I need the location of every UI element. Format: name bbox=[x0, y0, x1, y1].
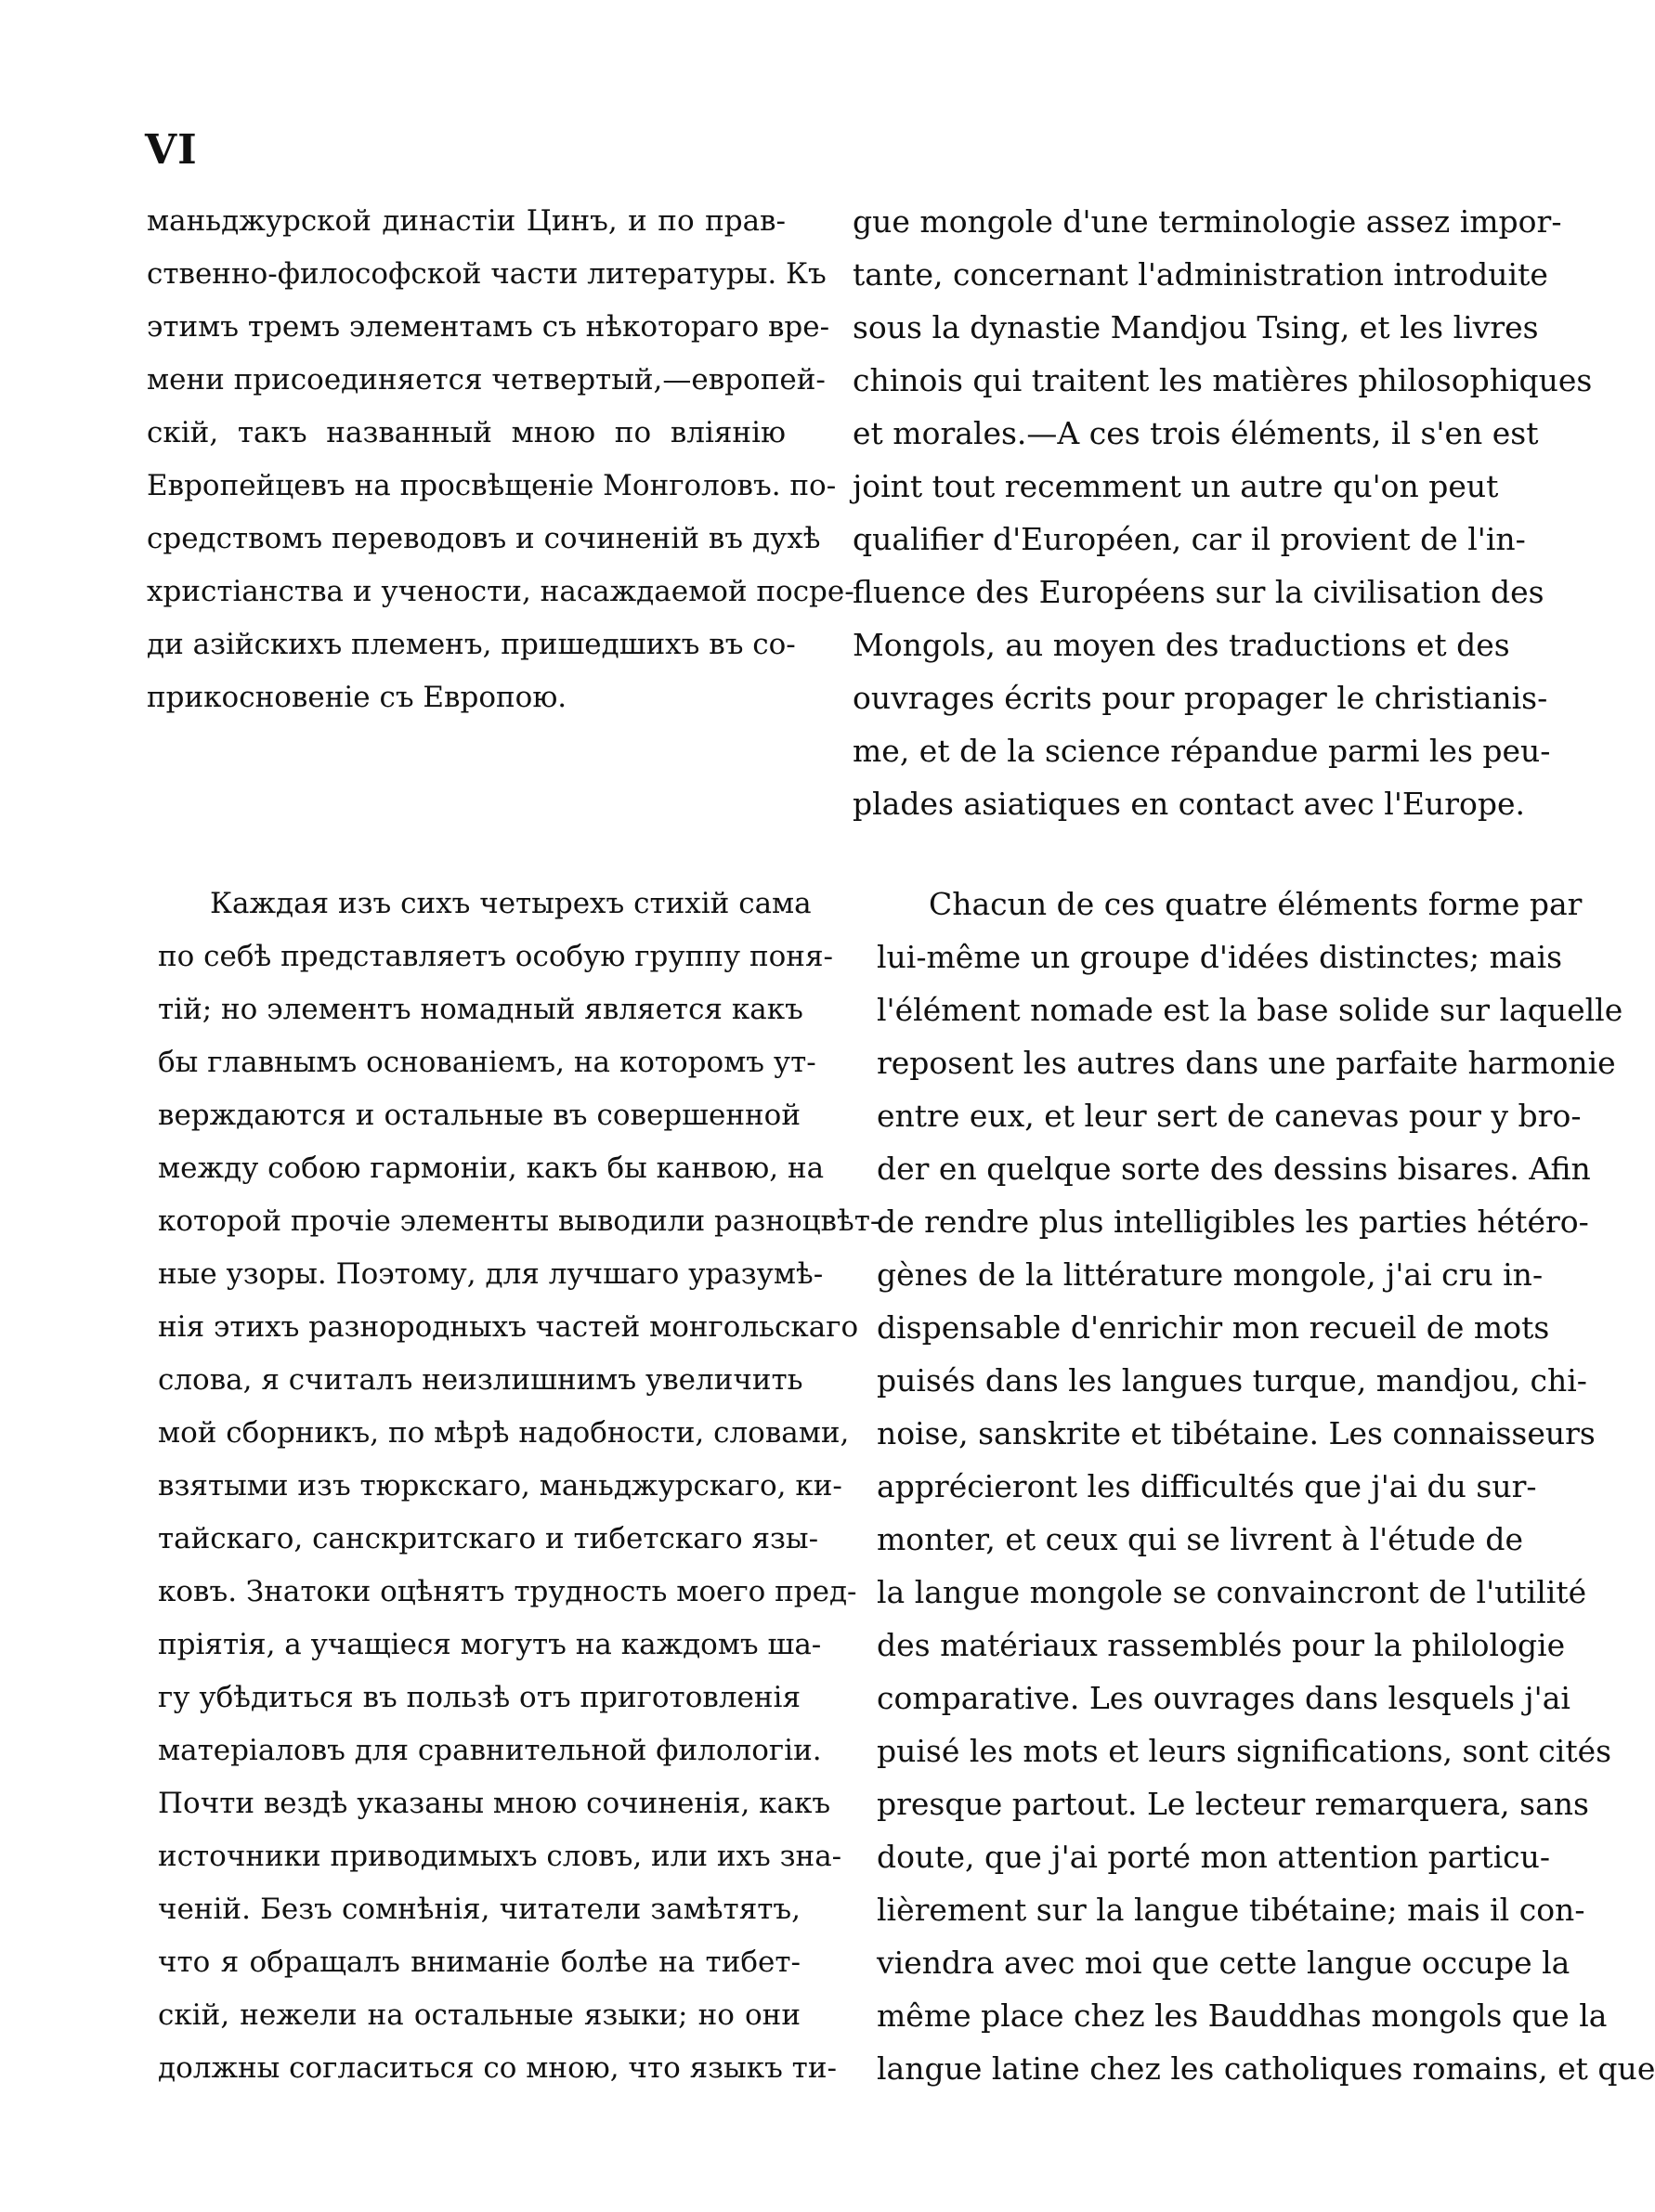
text-line: тій; но элементъ номадный является какъ bbox=[158, 993, 803, 1026]
text-line: lièrement sur la langue tibétaine; mais il con- bbox=[877, 1892, 1585, 1928]
text-line: de rendre plus intelligibles les parties hétéro- bbox=[877, 1204, 1589, 1240]
page-number: VI bbox=[145, 126, 198, 174]
text-line: puisé les mots et leurs significations, sont cités bbox=[877, 1733, 1612, 1769]
text-line: верждаются и остальные въ совершенной bbox=[158, 1099, 801, 1132]
text-line: которой прочіе элементы выводили разноцвѣт- bbox=[158, 1204, 880, 1238]
text-line: lui-même un groupe d'idées distinctes; mais bbox=[877, 939, 1563, 975]
text-line: langue latine chez les catholiques romains, et que bbox=[877, 2050, 1655, 2087]
text-line: пріятія, а учащіеся могутъ на каждомъ ша- bbox=[158, 1628, 822, 1661]
text-line: Почти вездѣ указаны мною сочиненія, какъ bbox=[158, 1787, 831, 1820]
text-line: Mongols, au moyen des traductions et des bbox=[853, 627, 1510, 663]
text-line: qualifier d'Européen, car il provient de l'in- bbox=[853, 521, 1526, 557]
text-line: ouvrages écrits pour propager le christianis- bbox=[853, 680, 1548, 716]
text-line: et morales.—A ces trois éléments, il s'en est bbox=[853, 415, 1539, 451]
text-line: что я обращалъ вниманіе болѣе на тибет- bbox=[158, 1945, 801, 1979]
text-line: Chacun de ces quatre éléments forme par bbox=[929, 886, 1583, 922]
text-line: apprécieront les difficultés que j'ai du sur- bbox=[877, 1468, 1537, 1504]
text-line: puisés dans les langues turque, mandjou, chi- bbox=[877, 1362, 1587, 1399]
text-line: reposent les autres dans une parfaite harmonie bbox=[877, 1045, 1616, 1081]
russian-top-paragraph bbox=[147, 195, 854, 724]
text-line: dispensable d'enrichir mon recueil de mots bbox=[877, 1309, 1550, 1346]
text-line: me, et de la science répandue parmi les peu- bbox=[853, 733, 1551, 769]
text-line: мени присоединяется четвертый,—европей- bbox=[147, 363, 826, 397]
text-line: presque partout. Le lecteur remarquera, sans bbox=[877, 1786, 1589, 1822]
text-line: des matériaux rassemblés pour la philologie bbox=[877, 1627, 1566, 1663]
text-line: gènes de la littérature mongole, j'ai cru in- bbox=[877, 1256, 1544, 1293]
text-line: plades asiatiques en contact avec l'Europe. bbox=[853, 786, 1526, 822]
text-line: comparative. Les ouvrages dans lesquels j'ai bbox=[877, 1680, 1570, 1716]
text-line: этимъ тремъ элементамъ съ нѣкотораго вре- bbox=[147, 310, 830, 344]
text-line: fluence des Européens sur la civilisation des bbox=[853, 574, 1544, 610]
text-line: tante, concernant l'administration introduite bbox=[853, 256, 1548, 293]
text-line: по себѣ представляетъ особую группу поня- bbox=[158, 940, 834, 973]
russian-bottom-paragraph bbox=[158, 878, 880, 2095]
text-line: бы главнымъ основаніемъ, на которомъ ут- bbox=[158, 1046, 816, 1079]
text-line: слова, я считалъ неизлишнимъ увеличить bbox=[158, 1363, 803, 1397]
text-line: ственно-философской части литературы. Къ bbox=[147, 257, 827, 291]
text-line: der en quelque sorte des dessins bisares. Afin bbox=[877, 1151, 1591, 1187]
text-line: même place chez les Bauddhas mongols que la bbox=[877, 1997, 1608, 2034]
text-line: viendra avec moi que cette langue occupe la bbox=[877, 1945, 1570, 1981]
text-line: источники приводимыхъ словъ, или ихъ зна- bbox=[158, 1840, 842, 1873]
text-line: должны согласиться со мною, что языкъ ти- bbox=[158, 2051, 837, 2085]
text-line: христіанства и учености, насаждаемой посре- bbox=[147, 575, 854, 608]
text-line: скій, такъ названный мною по вліянію bbox=[147, 416, 786, 449]
text-line: Каждая изъ сихъ четырехъ стихій сама bbox=[210, 887, 812, 920]
text-line: gue mongole d'une terminologie assez impor- bbox=[853, 203, 1562, 240]
text-line: матеріаловъ для сравнительной филологіи. bbox=[158, 1734, 822, 1767]
text-line: мой сборникъ, по мѣрѣ надобности, словами, bbox=[158, 1416, 850, 1450]
text-line: l'élément nomade est la base solide sur laquelle bbox=[877, 992, 1623, 1028]
text-line: средствомъ переводовъ и сочиненій въ духѣ bbox=[147, 522, 821, 555]
text-line: ковъ. Знатоки оцѣнятъ трудность моего пред- bbox=[158, 1575, 857, 1608]
text-line: гу убѣдиться въ пользѣ отъ приготовленія bbox=[158, 1681, 801, 1714]
text-line: между собою гармоніи, какъ бы канвою, на bbox=[158, 1152, 825, 1185]
text-line: ные узоры. Поэтому, для лучшаго уразумѣ- bbox=[158, 1257, 824, 1291]
text-line: нія этихъ разнородныхъ частей монгольскаго bbox=[158, 1310, 859, 1344]
text-line: тайскаго, санскритскаго и тибетскаго язы- bbox=[158, 1522, 819, 1555]
text-line: sous la dynastie Mandjou Tsing, et les livres bbox=[853, 309, 1539, 345]
text-line: monter, et ceux qui se livrent à l'étude de bbox=[877, 1521, 1524, 1557]
text-line: joint tout recemment un autre qu'on peut bbox=[853, 468, 1499, 504]
text-line: взятыми изъ тюркскаго, маньджурскаго, ки- bbox=[158, 1469, 842, 1503]
text-line: chinois qui traitent les matières philosophiques bbox=[853, 362, 1593, 398]
french-top-paragraph bbox=[853, 195, 1593, 830]
text-line: entre eux, et leur sert de canevas pour y bro- bbox=[877, 1098, 1582, 1134]
text-line: прикосновеніе съ Европою. bbox=[147, 681, 567, 714]
text-line: noise, sanskrite et tibétaine. Les connaisseurs bbox=[877, 1415, 1596, 1451]
text-line: doute, que j'ai porté mon attention particu- bbox=[877, 1839, 1551, 1875]
text-line: Европейцевъ на просвѣщеніе Монголовъ. по- bbox=[147, 469, 837, 502]
text-line: скій, нежели на остальные языки; но они bbox=[158, 1998, 801, 2032]
text-line: маньджурской династіи Цинъ, и по прав- bbox=[147, 204, 786, 238]
french-bottom-paragraph bbox=[877, 878, 1655, 2095]
text-line: ченій. Безъ сомнѣнія, читатели замѣтятъ, bbox=[158, 1893, 801, 1926]
text-line: ди азійскихъ племенъ, пришедшихъ въ со- bbox=[147, 628, 796, 661]
text-line: la langue mongole se convaincront de l'utilité bbox=[877, 1574, 1587, 1610]
